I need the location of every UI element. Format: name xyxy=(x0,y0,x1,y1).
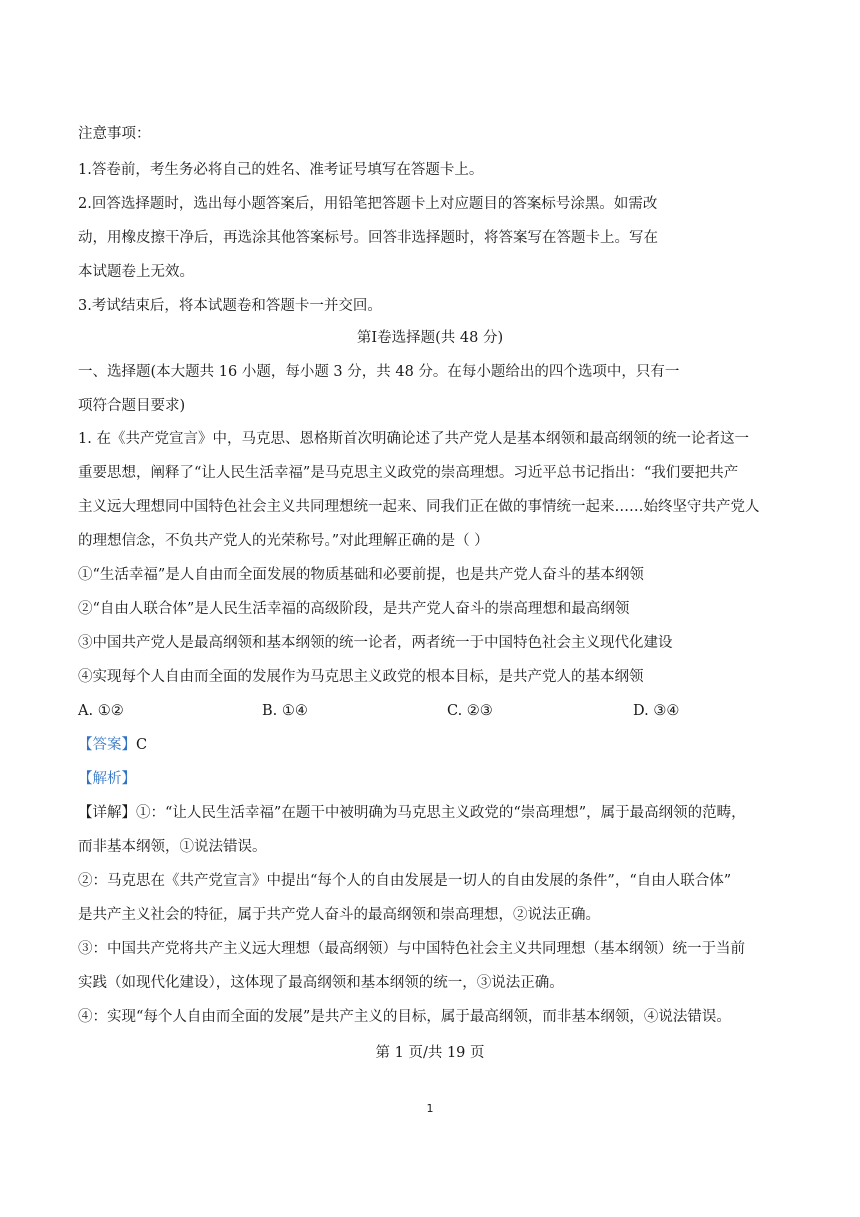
option-b: B. ①④ xyxy=(262,703,308,719)
detail-line-4: 是共产主义社会的特征，属于共产党人奋斗的最高纲领和崇高理想，②说法正确。 xyxy=(78,907,600,923)
notice-item-3: 3.考试结束后，将本试题卷和答题卡一并交回。 xyxy=(78,298,382,314)
analysis-tag: 【解析】 xyxy=(78,771,136,787)
option-d: D. ③④ xyxy=(633,703,680,719)
statement-2: ②“自由人联合体”是人民生活幸福的高级阶段，是共产党人奋斗的崇高理想和最高纲领 xyxy=(78,601,630,617)
notice-heading: 注意事项： xyxy=(78,126,151,142)
detail-line-6: 实践（如现代化建设），这体现了最高纲领和基本纲领的统一，③说法正确。 xyxy=(78,975,564,991)
question-stem-line-3: 主义远大理想同中国特色社会主义共同理想统一起来、同我们正在做的事情统一起来……始终坚守共产党人 xyxy=(78,499,760,515)
section-heading-line-1: 一、选择题(本大题共 16 小题，每小题 3 分，共 48 分。在每小题给出的四个选项中，只有一 xyxy=(78,364,680,380)
statement-4: ④实现每个人自由而全面的发展作为马克思主义政党的根本目标，是共产党人的基本纲领 xyxy=(78,669,644,685)
notice-item-1: 1.答卷前，考生务必将自己的姓名、准考证号填写在答题卡上。 xyxy=(78,162,484,178)
section-heading-line-2: 项符合题目要求) xyxy=(78,398,186,414)
option-a: A. ①② xyxy=(78,703,124,719)
question-stem-line-2: 重要思想，阐释了“让人民生活幸福”是马克思主义政党的崇高理想。习近平总书记指出：“我们要把共产 xyxy=(78,465,739,481)
detail-line-1 xyxy=(78,803,746,823)
detail-text-1: ①：“让人民生活幸福”在题干中被明确为马克思主义政党的“崇高理想”，属于最高纲领的范畴， xyxy=(136,805,746,821)
detail-line-5: ③：中国共产党将共产主义远大理想（最高纲领）与中国特色社会主义共同理想（基本纲领）统一于当前 xyxy=(78,941,745,957)
statement-1: ①“生活幸福”是人自由而全面发展的物质基础和必要前提，也是共产党人奋斗的基本纲领 xyxy=(78,567,644,583)
option-c: C. ②③ xyxy=(447,703,493,719)
question-stem-line-1: 1. 在《共产党宣言》中，马克思、恩格斯首次明确论述了共产党人是基本纲领和最高纲领的统一论者这一 xyxy=(78,431,749,447)
page-number: 1 xyxy=(426,1102,434,1115)
notice-item-2-line-1: 2.回答选择题时，选出每小题答案后，用铅笔把答题卡上对应题目的答案标号涂黑。如需改 xyxy=(78,196,658,212)
question-stem-line-4: 的理想信念，不负共产党人的光荣称号。”对此理解正确的是（ ） xyxy=(78,533,489,549)
detail-line-3: ②：马克思在《共产党宣言》中提出“每个人的自由发展是一切人的自由发展的条件”，“自由人联合体” xyxy=(78,873,732,889)
answer-tag: 【答案】 xyxy=(78,737,136,753)
detail-line-7: ④：实现“每个人自由而全面的发展”是共产主义的目标，属于最高纲领，而非基本纲领，④说法错误。 xyxy=(78,1009,731,1025)
detail-tag: 【详解】 xyxy=(78,805,136,821)
page-label: 第 1 页/共 19 页 xyxy=(375,1045,485,1061)
part-title: 第Ⅰ卷选择题(共 48 分) xyxy=(356,330,504,346)
notice-item-2-line-2: 动，用橡皮擦干净后，再选涂其他答案标号。回答非选择题时，将答案写在答题卡上。写在 xyxy=(78,230,658,246)
detail-line-2: 而非基本纲领，①说法错误。 xyxy=(78,839,267,855)
notice-item-2-line-3: 本试题卷上无效。 xyxy=(78,264,194,280)
analysis-line xyxy=(78,769,136,789)
answer-line xyxy=(78,735,147,755)
answer-value: C xyxy=(136,737,148,753)
statement-3: ③中国共产党人是最高纲领和基本纲领的统一论者，两者统一于中国特色社会主义现代化建设 xyxy=(78,635,673,651)
